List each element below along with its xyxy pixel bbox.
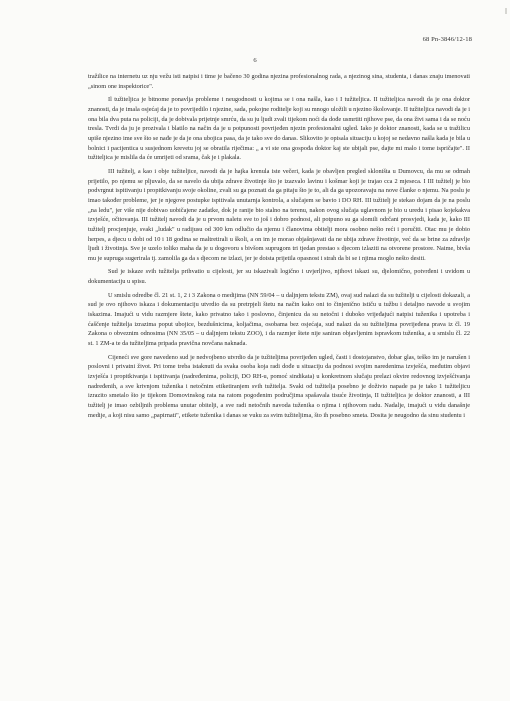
paragraph: III tužitelj, a kao i obje tužiteljice, navodi da je hajka krenula iste večeri, kada je obavljen pregled skloništa u Dumovcu, da mu se odmah prijetilo, po njemu se pljuvalo, da se navelo da ubija zdrave životinje što je izazvalo lavinu i košmar koji je trajao cca 2 mjeseca. I III tužitelj je bio podvrgnut ispitivanju i propitkivanju svoje okoline, zvali su ga poznati da ga pitaju što je to, ali da ga upozoravaju na nove članke o njemu. Na poslu je imao također probleme, jer je njegove postupke ispitivala unutarnja kontrola, a slučajem se bavio i DO RH. III tužitelj je stekao dojam da je na poslu „na ledu", jer više nije dobivao uobičajene zadatke, dok je ranije bio stalno na terenu, nakon ovog slučaja uglavnom je bio u uredu i pisao kojekakva izvješće, očitovanja. III tužitelj navodi da je u prvom naletu sve to još i dobro podnosi, ali potpuno su ga slomili odrčani prosvjedi, kada je, kako III tužitelj procjenjuje, svaki „ludak" u radijusu od 300 km odlučio da njemu i članovima obitelji mora osobno nešto reći i poručiti. Otac mu je dobio herpes, a djecu u dobi od 10 i 18 godina se maltretirali u školi, a on im je morao objašnjavati da ne ubija zdrave životinje, već da se brine za zdravlje ljudi i životinja. Sve je uzelo toliko maha da je u dogovoru s bivšom suprugom tri tjedan prestao s djecom izlaziti na otvorene prostore. Naime, bivša mu je supruga sugerirala tj. zamolila ga da s djecom ne izlazi, jer je doista prijetila opasnost i strah da bi se i njima moglo nešto desiti. bbox=[88, 167, 470, 262]
paragraph: Il tužiteljica je bitnome ponavlja probleme i neugodnosti u kojima se i ona našla, kao i I tužiteljica. II tužiteljica navodi da je ona doktor znanosti, da je imala osjećaj da je to povrijedilo i njezine, sada, pokojne roditelje koji su mnogo uložili u njezino školovanje. II tužiteljica navodi da je i ona bila dva puta na policiji, da je dobivala prijetnje smrću, da su ju ljudi zvali tijekom noći da dođe usmrtiti njihove pse, da ona živi sama i da se noću tresla. Tvrdi da ju je prozivala i blatilo na način da je u potpunosti povrijeđen njezin profesionalni ugled. Iako je doktor znanosti, kada se u tražilicu upiše njezino ime sve što se nađe je da je ona ubojica pasa, da je tako sve do danas. Slikovito je opisala situaciju u kojoj se nedavno našla kada je bila u bolnici i pacijentica u susjednom krevetu joj se obratila riječima: „ a vi ste ona gospođa doktor kaj ste ubijali pse, dajte mi malo i tome ispričajte". II tužiteljica je mislila da će umrijeti od srama, čak je i plakala. bbox=[88, 96, 470, 162]
page-number: 6 bbox=[253, 57, 257, 64]
paragraph: U smislu odredbe čl. 21 st. 1, 2 i 3 Zakona o medijima (NN 59/04 – u daljnjem tekstu ZM), ovaj sud nalazi da su tužitelji u cijelosti dokazali, a sud je ovo njihovo iskaza i dokumentaciju utvrdio da su pretrpjeli štetu na način kako oni to činjenično ističu u tužbu i detaljno navode u svojim iskazima. Imajući u vidu razmjere štete, kako privatno tako i poslovno, činjenicu da su netočni i duboko vrijeđajući natpisi tuženika i upotreba i ćaščenje tužitelja izrazima poput ubojice, bezdušnicima, koljačima, osobama bez osjećaja, sud nalazi da su tužiteljima povrijeđena prava iz čl. 19 Zakona o obveznim odnosima (NN 35/05 – u daljnjem tekstu ZOO), i da razmjer štete nije saniran objavljenim ispravkom tuženika, a u smislu čl. 22 st. 1 ZM-a te da tužiteljima pripada pravična novčana naknada. bbox=[88, 291, 470, 348]
case-number: 68 Pn-3846/12-18 bbox=[422, 36, 472, 43]
paragraph: Cijeneći sve gore navedeno sud je nedvojbeno utvrdio da je tužiteljima povrijeđen ugled, časti i dostojanstvo, dobar glas, teško im je narušen i poslovni i privatni život. Pri tome treba istaknuti da svaka osoba koja radi dođe u situaciju da podnosi svojim naredenima izvješća, međutim objavi izvješća i propitkivanja i ispitivanja (nadređenima, policiji, DO RH-u, pomoć sindikata) u konkretnom slučaju prelazi okvire redovnog izvješćivanja nadređenih, a sve krivnjom tuženika i netočnim etiketiranjem svih tužitelja. Svaki od tužitelja posebno je doživio napade pa je tako 1 tužiteljicu izrazito smetalo što je tijekom Domovinskog rata na ratom pogođenim područjima spašavala tisuće životinja, II tužiteljica je doktor znanosti, a III tužitelj je imao ozbiljnih problema unutar obitelji, a sve radi netočnih navoda tuženika o njima i njihovom radu. Nadalje, imajući u vidu današnje medije, a koji nisu samo „papirnati", etikete tuženika i danas se vuku za svim tužiteljima, što ih posebno smeta. Dosita je neugodno da sinu studentu i bbox=[88, 353, 470, 419]
document-body bbox=[88, 72, 470, 424]
paragraph: Sud je iskaze svih tužitelja prihvatio u cijelosti, jer su iskazivali logično i uvjerljivo, njihovi iskazi su, djelomično, potvrđeni i uvidom u dokumentaciju u spisu. bbox=[88, 268, 470, 286]
paragraph: tražilice na internetu uz nju vežu isti natpisi i time je bačeno 30 godina njezina profesionalnog rada, a njezinog sina, studenta, i danas znaju imenovati „sinom one inspektorice". bbox=[88, 73, 470, 90]
scan-edge-mark bbox=[505, 8, 507, 14]
